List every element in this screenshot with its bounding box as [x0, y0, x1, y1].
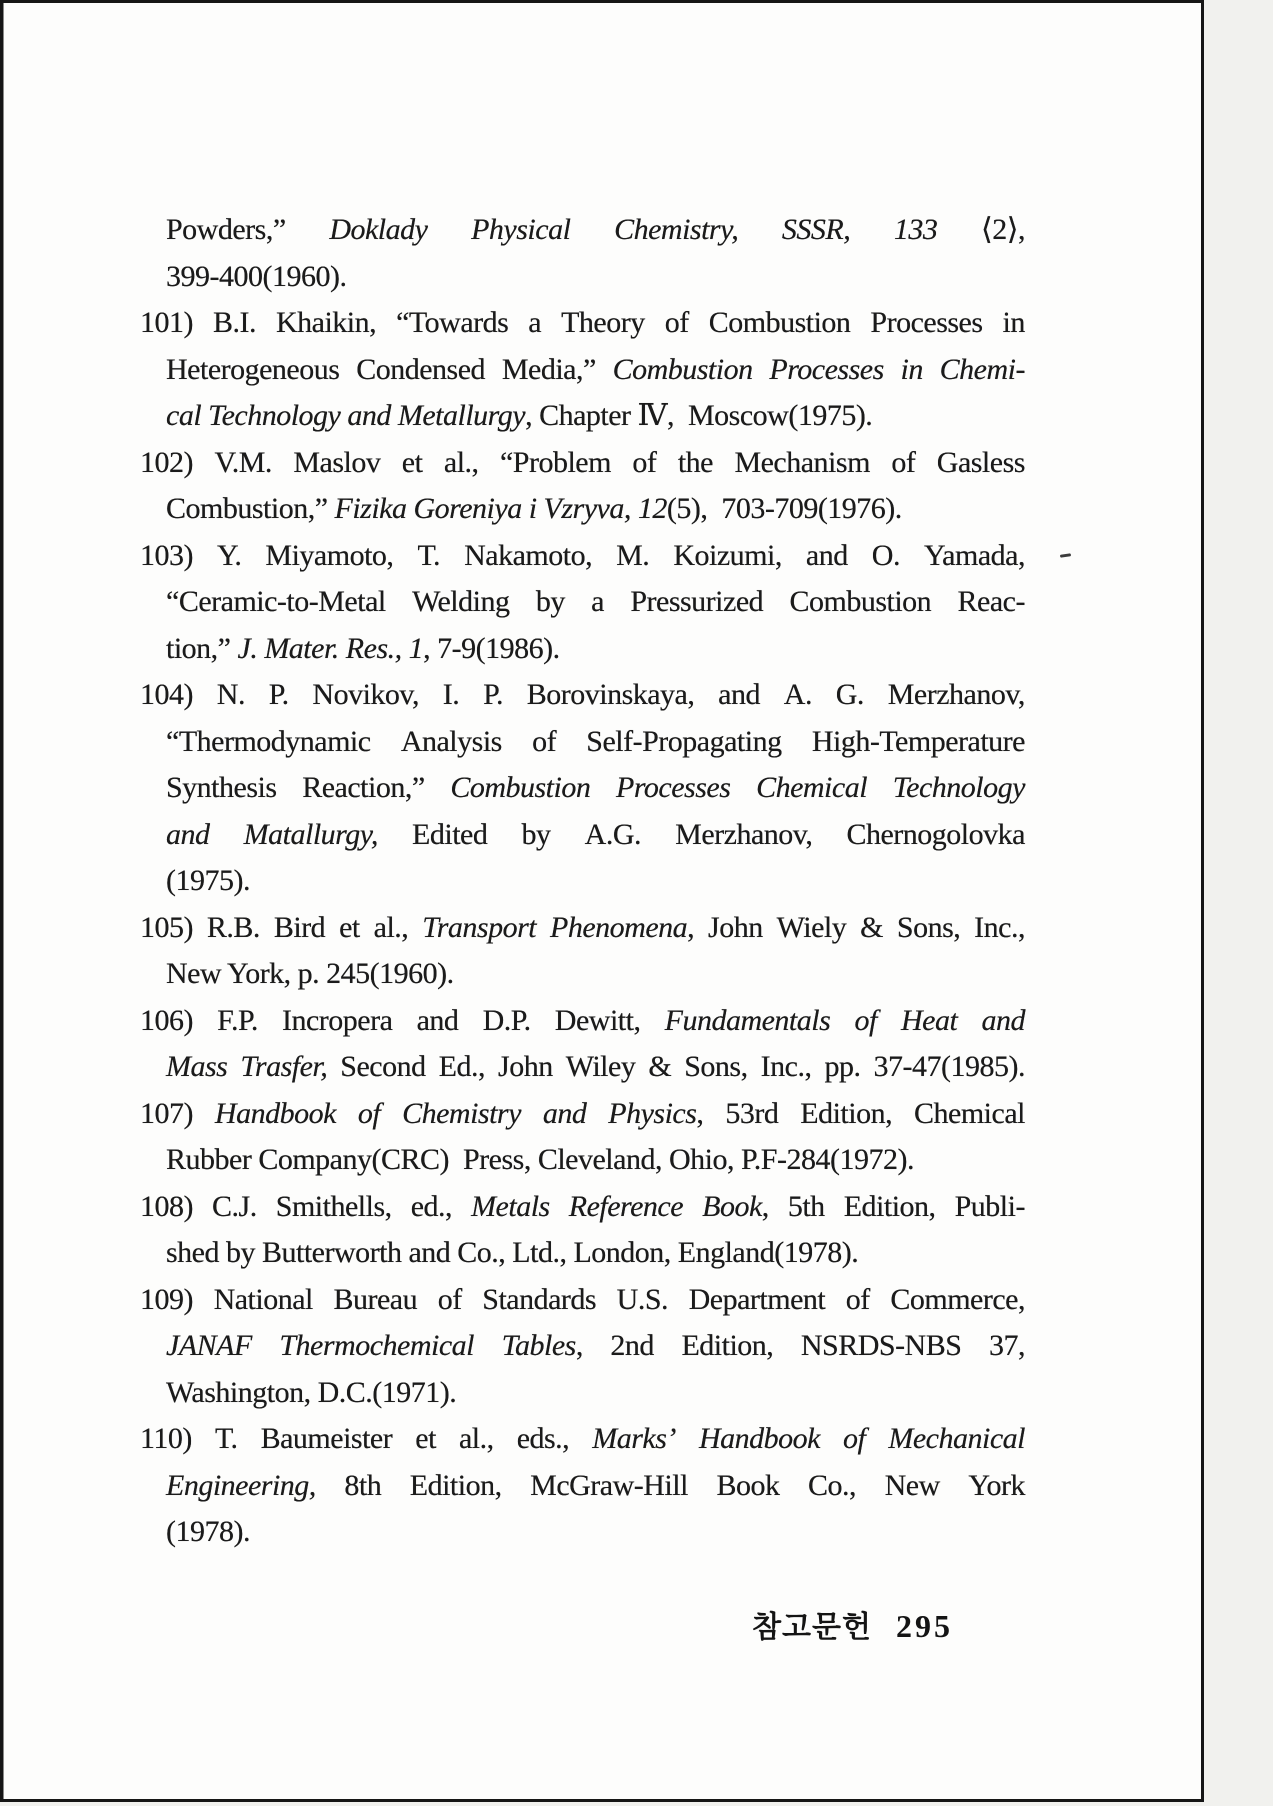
word: Sons,	[896, 910, 961, 944]
word: Matallurgy,	[243, 817, 378, 851]
word: Synthesis	[166, 771, 277, 804]
reference-line	[140, 440, 1025, 487]
reference-item	[140, 1184, 1025, 1277]
reference-line	[140, 1091, 1025, 1138]
word: Transport	[422, 910, 537, 944]
footer-page-number: 295	[896, 1608, 953, 1644]
word: John	[708, 910, 763, 944]
reference-item	[140, 905, 1025, 998]
word: of	[854, 1003, 877, 1037]
reference-line	[140, 1184, 1025, 1231]
word: in	[900, 352, 923, 386]
word: al.,	[458, 1422, 494, 1455]
word: Trasfer,	[240, 1050, 328, 1083]
word: National	[213, 1282, 313, 1316]
reference-line	[166, 579, 1025, 626]
word: U.S.	[616, 1282, 669, 1316]
word: pp.	[824, 1050, 861, 1083]
word: Khaikin,	[275, 306, 377, 339]
word: B.I.	[212, 306, 256, 339]
word: 2nd	[610, 1329, 654, 1362]
reference-line	[166, 719, 1025, 766]
reference-line: New York, p. 245(1960).	[166, 957, 454, 990]
word: R.B.	[206, 910, 260, 944]
word: of	[891, 445, 916, 479]
word: 133	[893, 213, 938, 246]
word: 105)	[140, 910, 193, 944]
word: Merzhanov,	[675, 817, 813, 851]
word: Sons,	[684, 1050, 748, 1083]
word: Welding	[412, 585, 510, 618]
word: 53rd	[725, 1096, 779, 1130]
reference-line: shed by Butterworth and Co., Ltd., London, England(1978).	[166, 1236, 859, 1269]
word: Inc.,	[760, 1050, 812, 1083]
reference-line	[166, 812, 1025, 859]
word: Miyamoto,	[265, 538, 394, 572]
word: of	[845, 1282, 870, 1316]
reference-item	[140, 440, 1025, 533]
word: Novikov,	[312, 678, 419, 711]
word: P.	[483, 678, 503, 711]
word: Media,”	[501, 352, 596, 386]
word: Heat	[900, 1003, 958, 1037]
word: Processes	[616, 771, 731, 804]
word: and	[542, 1096, 587, 1130]
word: 5th	[787, 1189, 825, 1223]
word: al.,	[373, 910, 409, 944]
word: Commerce,	[890, 1282, 1025, 1316]
word: 103)	[140, 538, 193, 572]
reference-item	[140, 1091, 1025, 1184]
word: and	[805, 538, 848, 572]
reference-item	[140, 1277, 1025, 1417]
word: Merzhanov,	[887, 678, 1025, 711]
reference-item	[140, 533, 1025, 673]
reference-line: cal Technology and Metallurgy, Chapter Ⅳ, Moscow(1975).	[166, 399, 873, 432]
reference-line	[166, 1323, 1025, 1370]
word: Analysis	[400, 724, 502, 758]
word: Dewitt,	[554, 1003, 641, 1037]
word: Processes	[870, 306, 983, 339]
word: P.	[268, 678, 289, 711]
word: York	[968, 1468, 1025, 1502]
word: a	[591, 585, 604, 618]
word: and	[166, 817, 210, 851]
word: M.	[616, 538, 650, 572]
reference-line	[140, 672, 1025, 719]
word: F.P.	[217, 1003, 258, 1037]
word: et	[339, 910, 360, 944]
word: Edited	[412, 817, 488, 851]
word: High-Temperature	[811, 724, 1025, 758]
word: Second	[340, 1050, 426, 1083]
word: Publi-	[954, 1189, 1025, 1223]
word: 107)	[140, 1096, 193, 1130]
word: “Problem	[499, 445, 611, 479]
word: ⟨2⟩,	[981, 213, 1025, 246]
reference-line: Rubber Company(CRC) Press, Cleveland, Ohio, P.F-284(1972).	[166, 1143, 914, 1176]
reference-item	[140, 300, 1025, 440]
word: A.G.	[584, 817, 641, 851]
word: of	[437, 1282, 462, 1316]
word: Edition,	[800, 1096, 893, 1130]
word: Tables,	[501, 1329, 583, 1362]
reference-line: tion,” J. Mater. Res., 1, 7-9(1986).	[166, 631, 560, 665]
reference-line: (1975).	[166, 864, 250, 897]
word: Incropera	[282, 1003, 393, 1037]
word: Phenomena,	[550, 910, 695, 944]
word: Combustion	[612, 352, 753, 386]
reference-item	[140, 1416, 1025, 1556]
word: Baumeister	[260, 1422, 393, 1455]
word: of	[632, 445, 657, 479]
word: D.P.	[482, 1003, 531, 1037]
word: the	[677, 445, 713, 479]
reference-line: Combustion,” Fizika Goreniya i Vzryva, 12(5), 703-709(1976).	[166, 492, 902, 525]
word: O.	[871, 538, 900, 572]
word: Co.,	[808, 1468, 857, 1502]
reference-line	[140, 905, 1025, 952]
word: Borovinskaya,	[526, 678, 695, 711]
word: Inc.,	[974, 910, 1025, 944]
word: “Thermodynamic	[166, 724, 371, 758]
reference-line: 399-400(1960).	[166, 259, 347, 293]
word: Theory	[561, 306, 645, 339]
word: Chemistry	[402, 1096, 521, 1130]
reference-line	[140, 300, 1025, 347]
word: of	[664, 306, 689, 339]
word: Pressurized	[630, 585, 764, 618]
reference-item	[140, 998, 1025, 1091]
word: and	[416, 1003, 459, 1037]
footer-section-label: 참고문헌	[752, 1611, 872, 1644]
word: Wiely	[776, 910, 847, 944]
word: Powders,”	[166, 213, 286, 246]
word: G.	[835, 678, 864, 711]
word: in	[1002, 306, 1025, 339]
reference-line	[166, 1044, 1025, 1091]
word: Engineering,	[166, 1468, 316, 1502]
word: Mass	[166, 1050, 228, 1083]
word: JANAF	[166, 1329, 252, 1362]
word: New	[884, 1468, 940, 1502]
word: Department	[688, 1282, 826, 1316]
word: Maslov	[293, 445, 381, 479]
reference-line	[166, 207, 1025, 254]
word: Doklady	[329, 213, 428, 246]
word: Heterogeneous	[166, 352, 340, 386]
word: et	[401, 445, 423, 479]
word: of	[357, 1096, 381, 1130]
word: al.,	[443, 445, 479, 479]
word: Chernogolovka	[846, 817, 1025, 851]
word: Combustion	[450, 771, 591, 804]
word: 104)	[140, 678, 193, 711]
reference-item	[140, 207, 1025, 300]
word: Book	[716, 1468, 780, 1502]
word: Edition,	[843, 1189, 936, 1223]
word: a	[528, 306, 542, 339]
word: Smithells,	[275, 1189, 392, 1223]
reference-line	[166, 347, 1025, 394]
word: eds.,	[516, 1422, 570, 1455]
word: Technology	[892, 771, 1025, 804]
word: NSRDS-NBS	[800, 1329, 962, 1362]
word: Fundamentals	[664, 1003, 831, 1037]
word: McGraw-Hill	[530, 1468, 688, 1502]
word: 37-47(1985).	[873, 1050, 1025, 1083]
word: Reac-	[957, 585, 1025, 618]
word: A.	[783, 678, 812, 711]
word: “Ceramic-to-Metal	[166, 585, 386, 618]
word: Marks’	[592, 1422, 676, 1455]
word: 8th	[344, 1468, 382, 1502]
word: Nakamoto,	[464, 538, 593, 572]
word: Wiley	[565, 1050, 636, 1083]
word: Self-Propagating	[586, 724, 782, 758]
word: N.	[216, 678, 245, 711]
word: Edition,	[409, 1468, 502, 1502]
word: Reference	[568, 1189, 684, 1223]
word: Reaction,”	[302, 771, 425, 804]
word: Combustion	[789, 585, 932, 618]
word: T.	[417, 538, 441, 572]
word: “Towards	[396, 306, 509, 339]
word: 110)	[140, 1422, 192, 1455]
word: Chemistry,	[614, 213, 739, 246]
references-list	[140, 207, 1025, 1556]
word: 106)	[140, 1003, 193, 1037]
word: Ed.,	[438, 1050, 485, 1083]
word: Yamada,	[924, 538, 1025, 572]
word: Book,	[702, 1189, 769, 1223]
word: 102)	[140, 445, 193, 479]
word: Bird	[273, 910, 326, 944]
word: Processes	[769, 352, 884, 386]
word: Metals	[471, 1189, 550, 1223]
word: by	[535, 585, 565, 618]
word: 37,	[988, 1329, 1025, 1362]
word: Chemical	[756, 771, 868, 804]
word: Y.	[217, 538, 242, 572]
word: Condensed	[356, 352, 486, 386]
word: T.	[214, 1422, 238, 1455]
word: Physics,	[608, 1096, 704, 1130]
word: Mechanism	[734, 445, 870, 479]
word: C.J.	[212, 1189, 257, 1223]
page-footer	[752, 1601, 953, 1651]
word: V.M.	[214, 445, 272, 479]
word: Chemi-	[939, 352, 1025, 386]
word: SSSR,	[781, 213, 851, 246]
word: Thermochemical	[279, 1329, 474, 1362]
reference-line: (1978).	[166, 1515, 250, 1548]
reference-line	[166, 1463, 1025, 1510]
word: Handbook	[698, 1422, 820, 1455]
reference-line	[140, 1416, 1025, 1463]
word: Combustion	[708, 306, 851, 339]
word: of	[842, 1422, 866, 1455]
word: 109)	[140, 1282, 193, 1316]
word: ed.,	[410, 1189, 453, 1223]
word: Handbook	[214, 1096, 336, 1130]
word: Physical	[471, 213, 571, 246]
reference-line	[166, 765, 1025, 812]
word: et	[415, 1422, 436, 1455]
word: 108)	[140, 1189, 193, 1223]
word: Chemical	[914, 1096, 1025, 1130]
reference-line: Washington, D.C.(1971).	[166, 1375, 457, 1409]
word: Standards	[482, 1282, 597, 1316]
scan-artifact-mark	[1060, 553, 1071, 558]
word: of	[532, 724, 557, 758]
reference-item	[140, 672, 1025, 905]
word: Gasless	[936, 445, 1025, 479]
reference-line	[140, 1277, 1025, 1324]
word: and	[981, 1003, 1025, 1037]
word: &	[860, 910, 883, 944]
word: I.	[442, 678, 460, 711]
word: Bureau	[333, 1282, 418, 1316]
word: &	[648, 1050, 672, 1083]
word: and	[718, 678, 760, 711]
reference-line	[140, 998, 1025, 1045]
word: Edition,	[681, 1329, 774, 1362]
word: by	[521, 817, 551, 851]
word: Koizumi,	[673, 538, 782, 572]
reference-line	[140, 533, 1025, 580]
word: 101)	[140, 306, 193, 339]
word: John	[498, 1050, 553, 1083]
word: Mechanical	[888, 1422, 1025, 1455]
